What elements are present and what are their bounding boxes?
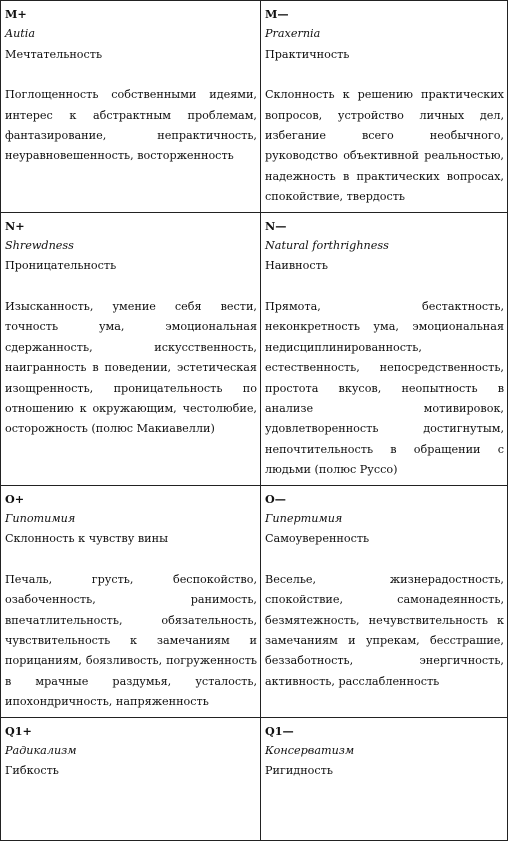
table-row xyxy=(1,1,508,213)
factor-code: N+ xyxy=(5,218,25,233)
factor-cell xyxy=(1,212,261,485)
factor-cell xyxy=(1,485,261,717)
factor-pole: Гипертимия xyxy=(265,511,343,525)
table-row xyxy=(1,212,508,485)
factor-name: Самоуверенность xyxy=(265,532,370,546)
factor-name: Практичность xyxy=(265,47,350,61)
factor-description: Склонность к решению практических вопросов, устройство личных дел, избегание всего необычного, руководство объективной реальностью, надежность в практических вопросах, спокойствие, твердость xyxy=(265,88,504,204)
factor-description: Веселье, жизнерадостность, спокойствие, самонадеянность, безмятежность, нечувствительность к замечаниям и упрекам, бесстрашие, беззаботность, энергичность, активность, расслабленность xyxy=(265,572,504,688)
factor-pole: Shrewdness xyxy=(5,239,74,253)
factor-code: O— xyxy=(265,491,286,506)
factor-description: Прямота, бестактность, неконкретность ума, эмоциональная недисциплинированность, естественность, непосредственность, простота вкусов, неопытность в анализе мотивировок, удовлетворенность достигнутым, непочтительность в обращении с людьми (полюс Руссо) xyxy=(265,299,504,477)
table-row xyxy=(1,485,508,717)
factor-pole: Гипотимия xyxy=(5,511,76,525)
factor-cell xyxy=(261,485,508,717)
factor-code: N— xyxy=(265,218,287,233)
factor-code: M+ xyxy=(5,7,27,21)
factor-description: Поглощенность собственными идеями, интерес к абстрактным проблемам, фантазирование, непрактичность, неуравновешенность, восторженность xyxy=(5,88,257,163)
table-row xyxy=(1,717,508,840)
factor-cell xyxy=(261,212,508,485)
factor-cell xyxy=(1,1,261,213)
factor-description: Изысканность, умение себя вести, точность ума, эмоциональная сдержанность, искусственность, наигранность в поведении, эстетическая изощренность, проницательность по отношению к окружающим, честолюбие, осторожность (полюс Макиавелли) xyxy=(5,299,257,436)
factor-name: Проницательность xyxy=(5,259,117,273)
factor-cell xyxy=(1,717,261,840)
factor-description: Печаль, грусть, беспокойство, озабоченность, ранимость, впечатлительность, обязательность, чувствительность к замечаниям и порицаниям, боязливость, погруженность в мрачные раздумья, усталость, ипохондричность, напряженность xyxy=(5,572,257,709)
factor-pole: Консерватизм xyxy=(265,744,355,757)
factor-code: Q1— xyxy=(265,723,294,738)
factor-name: Гибкость xyxy=(5,764,59,778)
factor-name: Мечтательность xyxy=(5,47,103,61)
factor-pole: Радикализм xyxy=(5,744,77,757)
factor-name: Ригидность xyxy=(265,764,333,778)
factor-name: Наивность xyxy=(265,259,328,273)
factor-cell xyxy=(261,1,508,213)
factor-pole: Autia xyxy=(5,27,36,41)
factor-code: M— xyxy=(265,7,289,21)
factor-code: O+ xyxy=(5,491,25,506)
factor-name: Склонность к чувству вины xyxy=(5,532,168,546)
factor-pole: Natural forthrighness xyxy=(265,239,389,253)
factor-pole: Praxernia xyxy=(265,27,321,41)
factor-code: Q1+ xyxy=(5,723,32,738)
factor-cell xyxy=(261,717,508,840)
